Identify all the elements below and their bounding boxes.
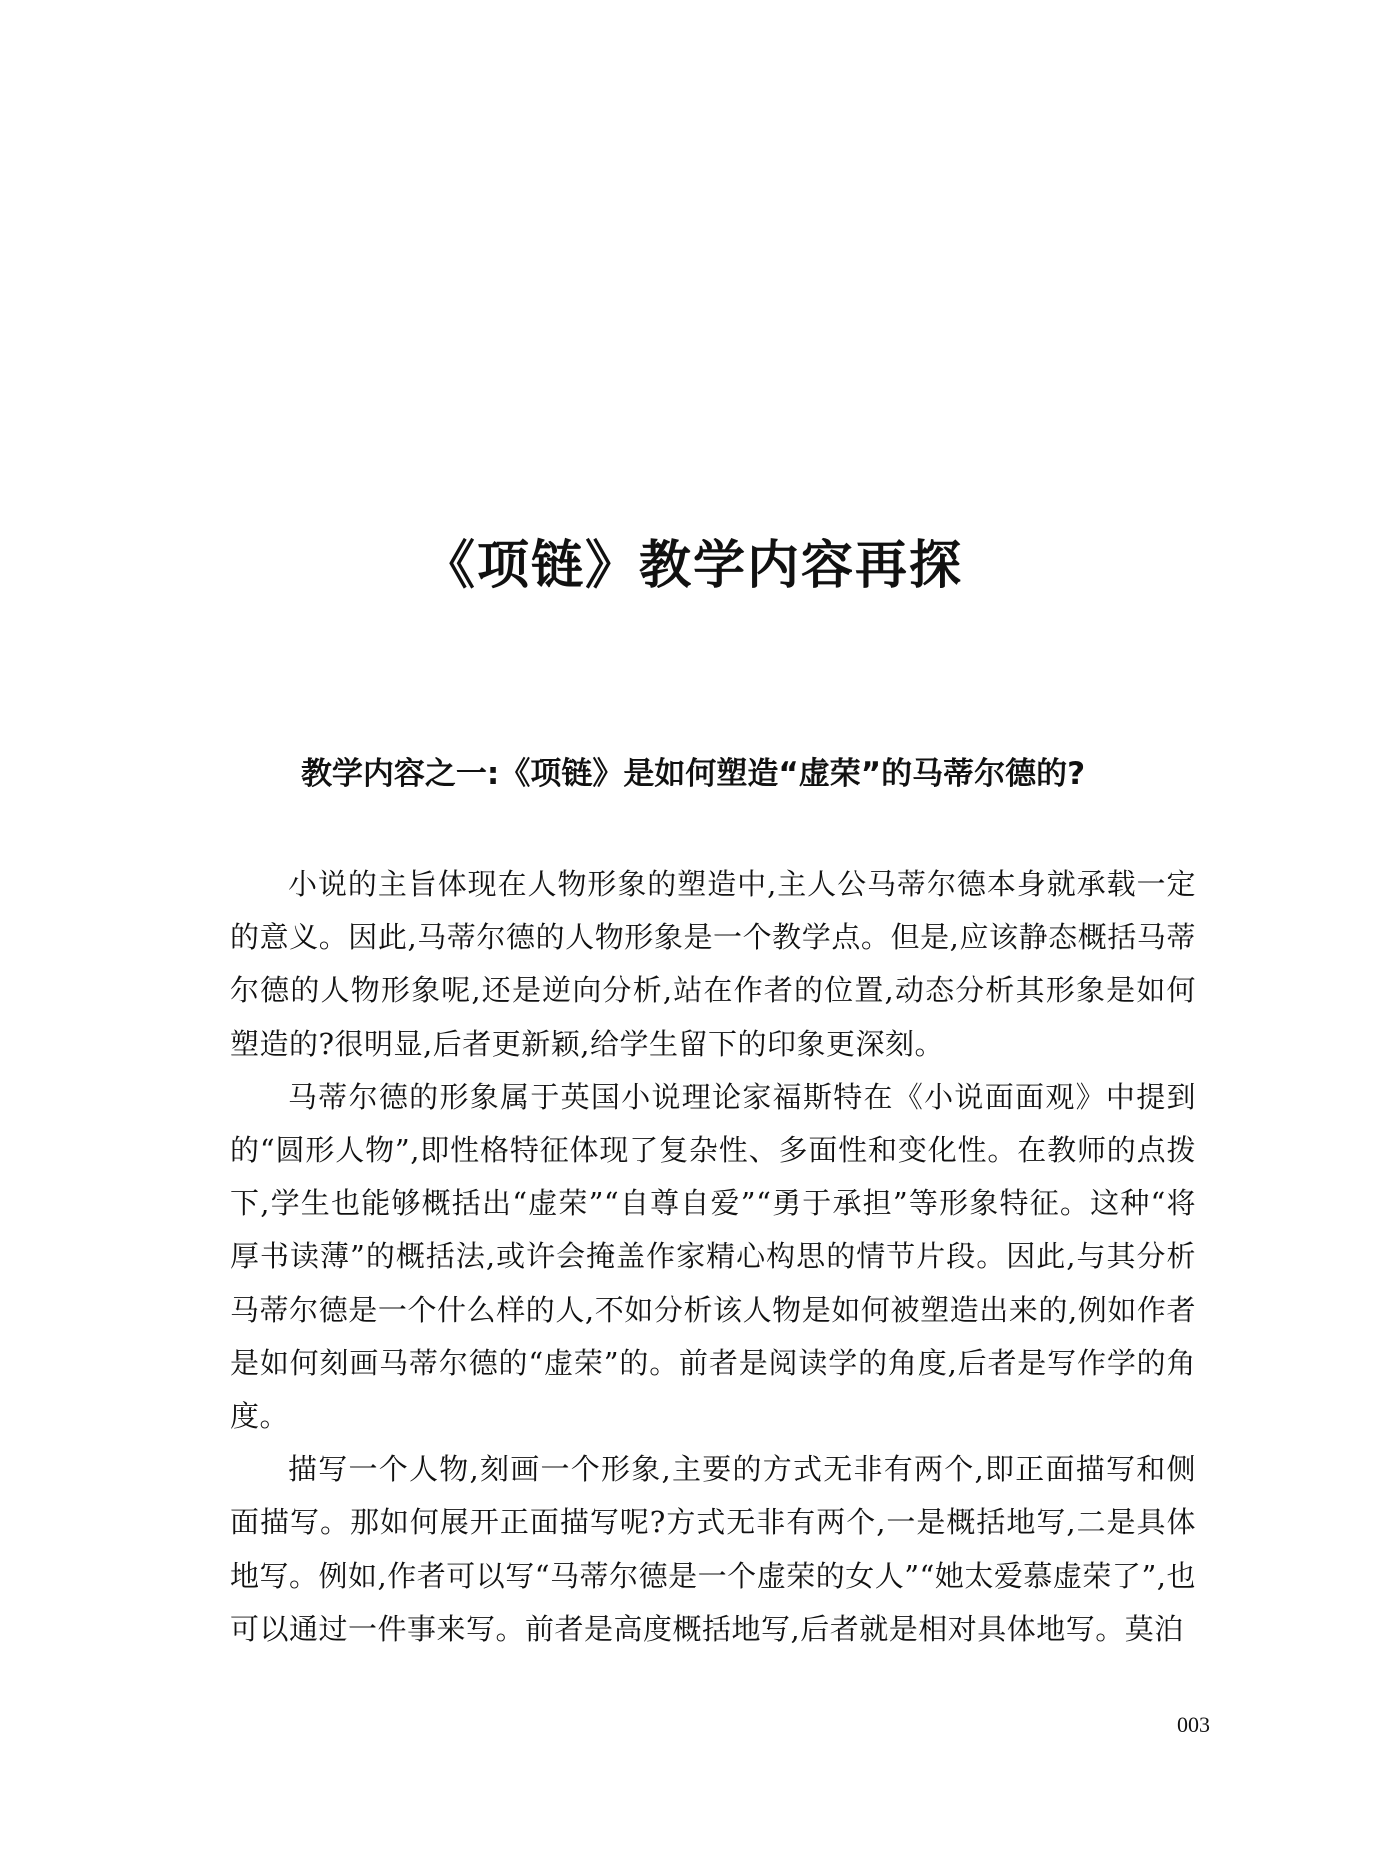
paragraph-1: 小说的主旨体现在人物形象的塑造中,主人公马蒂尔德本身就承载一定的意义。因此,马蒂尔德的人物形象是一个教学点。但是,应该静态概括马蒂尔德的人物形象呢,还是逆向分析,站在作者的位置,动态分析其形象是如何塑造的?很明显,后者更新颖,给学生留下的印象更深刻。 [230, 867, 1196, 1061]
page-number: 003 [1177, 1712, 1210, 1737]
chapter-title: 《项链》教学内容再探 [422, 535, 963, 596]
section-heading: 教学内容之一:《项链》是如何塑造“虚荣”的马蒂尔德的? [300, 756, 1086, 792]
paragraph-3: 描写一个人物,刻画一个形象,主要的方式无非有两个,即正面描写和侧面描写。那如何展开正面描写呢?方式无非有两个,一是概括地写,二是具体地写。例如,作者可以写“马蒂尔德是一个虚荣的女人”“她太爱慕虚荣了”,也可以通过一件事来写。前者是高度概括地写,后者就是相对具体地写。莫泊 [230, 1452, 1196, 1646]
paragraph-2: 马蒂尔德的形象属于英国小说理论家福斯特在《小说面面观》中提到的“圆形人物”,即性格特征体现了复杂性、多面性和变化性。在教师的点拨下,学生也能够概括出“虚荣”“自尊自爱”“勇于承担”等形象特征。这种“将厚书读薄”的概括法,或许会掩盖作家精心构思的情节片段。因此,与其分析马蒂尔德是一个什么样的人,不如分析该人物是如何被塑造出来的,例如作者是如何刻画马蒂尔德的“虚荣”的。前者是阅读学的角度,后者是写作学的角度。 [230, 1079, 1196, 1434]
body-text [230, 858, 1196, 1656]
